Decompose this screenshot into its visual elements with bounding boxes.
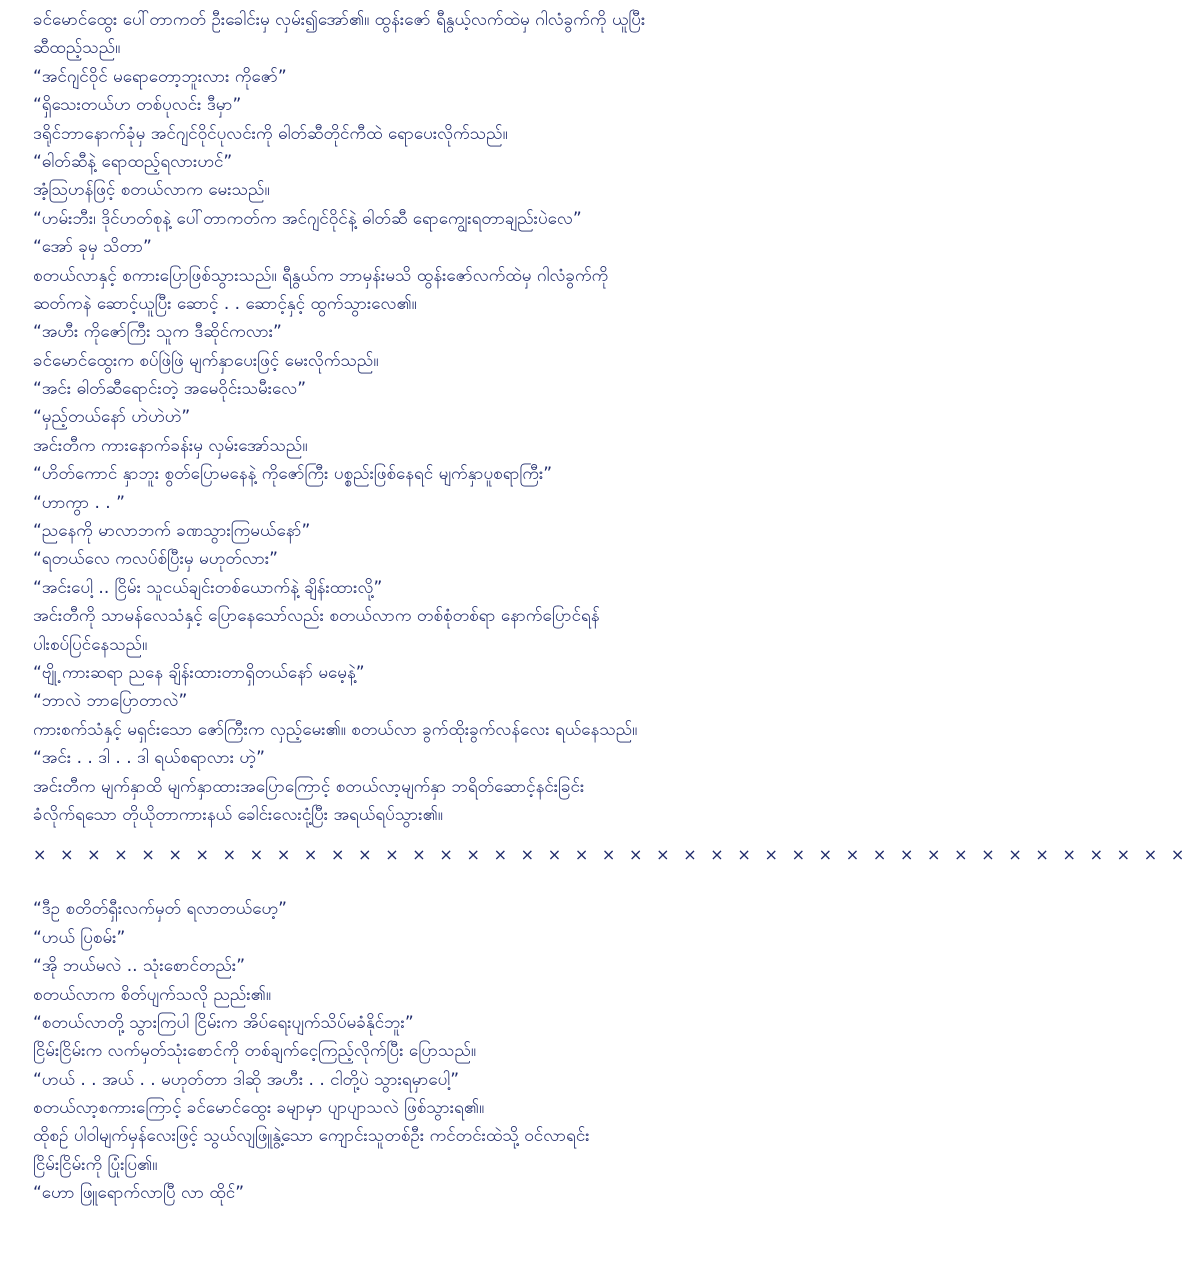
story-section-2	[33, 895, 833, 1207]
section-gap	[33, 829, 833, 840]
text-line: “အင်ဂျင်ဝိုင် မရောတော့ဘူးလား ကိုဇော်”	[33, 66, 287, 87]
text-line: ပါးစပ်ပြင်နေသည်။	[33, 634, 148, 655]
text-line: ခင်မောင်ထွေး ပေါ်တာကတ် ဦးခေါင်းမှ လှမ်း၍အော်၏။ ထွန်းဇော် ရီနွယ့်လက်ထဲမှ ဂါလံခွက်ကို ယူပြီး	[33, 10, 646, 30]
text-line: “ဟိတ်ကောင် နှာဘူး စွတ်ပြောမနေနဲ့ ကိုဇော်ကြီး ပစ္စည်းဖြစ်နေရင် မျက်နှာပူစရာကြီး”	[33, 464, 553, 485]
text-line: ထိုစဉ် ပါဝါမျက်မှန်လေးဖြင့် သွယ်လျဖြူနွဲ့သော ကျောင်းသူတစ်ဦး ကင်တင်းထဲသို့ ဝင်လာရင်း	[33, 1126, 590, 1147]
text-line: “ဟော ဖြူရောက်လာပြီ လာ ထိုင်”	[33, 1183, 245, 1204]
text-line: “အင်း ဓါတ်ဆီရောင်းတဲ့ အမေဝိုင်းသမီးလေ”	[33, 379, 307, 400]
text-line: ငြိမ်းငြိမ်းကို ပြုံးပြ၏။	[33, 1154, 158, 1175]
text-line: “မှည့်တယ်နော် ဟဲဟဲဟဲ”	[33, 407, 191, 428]
text-line: “ဘာလဲ ဘာပြောတာလဲ”	[33, 691, 188, 712]
text-line: ဒရိုင်ဘာနောက်ခုံမှ အင်ဂျင်ဝိုင်ပုလင်းကို ဓါတ်ဆီတိုင်ကီထဲ ရောပေးလိုက်သည်။	[33, 123, 508, 144]
text-line: ငြိမ်းငြိမ်းက လက်မှတ်သုံးစောင်ကို တစ်ချက်ငေ့ကြည့်လိုက်ပြီး ပြောသည်။	[33, 1041, 477, 1062]
text-line: “ဒီဥ စတိတ်ရှီးလက်မှတ် ရလာတယ်ဟေ့”	[33, 899, 287, 920]
text-line: အံ့ဩဟန်ဖြင့် စတယ်လာက မေးသည်။	[33, 180, 270, 201]
text-line: “ရတယ်လေ ကလပ်စ်ပြီးမှ မဟုတ်လား”	[33, 549, 278, 570]
section-gap	[33, 870, 833, 895]
text-line: “စတယ်လာတို့ သွားကြပါ ငြိမ်းက အိပ်ရေးပျက်သိပ်မခံနိုင်ဘူး”	[33, 1012, 414, 1033]
text-line: “ဟာကွာ . . ”	[33, 492, 125, 513]
text-line: “ဓါတ်ဆီနဲ့ ရောထည့်ရလားဟင်”	[33, 151, 233, 172]
text-line: “ညနေကို မာလာဘက် ခဏသွားကြမယ်နော်”	[33, 521, 311, 542]
text-line: “ဟယ် . . အယ် . . မဟုတ်တာ ဒါဆို အဟီး . . ငါတို့ပဲ သွားရမှာပေါ့”	[33, 1069, 460, 1090]
text-line: “အော် ခုမှ သိတာ”	[33, 237, 152, 258]
text-line: “ရှိသေးတယ်ဟ တစ်ပုလင်း ဒီမှာ”	[33, 95, 242, 116]
text-line: “ဟမ်းဘီး၊ ဒိုင်ဟတ်စုနဲ့ ပေါ်တာကတ်က အင်ဂျင်ဝိုင်နဲ့ ဓါတ်ဆီ ရောကျွေးရတာချည်းပဲလေ”	[33, 208, 582, 229]
text-line: “အင်း . . ဒါ . . ဒါ ရယ်စရာလား ဟဲ့”	[33, 748, 265, 769]
text-line: ဆတ်ကနဲ ဆောင့်ယူပြီး ဆောင့် . . ဆောင့်နှင့် ထွက်သွားလေ၏။	[33, 293, 417, 314]
text-line: အင်းတီက မျက်နှာထိ မျက်နှာထားအပြောကြောင့် စတယ်လာ့မျက်နှာ ဘရိတ်ဆောင့်နင်းခြင်း	[33, 776, 585, 797]
text-line: အင်းတီက ကားနောက်ခန်းမှ လှမ်းအော်သည်။	[33, 435, 308, 456]
text-line: ခင်မောင်ထွေးက စပ်ဖြဲဖြဲ မျက်နှာပေးဖြင့် မေးလိုက်သည်။	[33, 350, 379, 371]
text-line: “အဟီး ကိုဇော်ကြီး သူက ဒီဆိုင်ကလား”	[33, 322, 282, 343]
text-line: စတယ်လာ့စကားကြောင့် ခင်မောင်ထွေး ခမျာမှာ ပျာပျာသလဲ ဖြစ်သွားရ၏။	[33, 1098, 485, 1119]
text-line: “ဗျို့ ကားဆရာ ညနေ ချိန်းထားတာရှိတယ်နော် မမေ့နဲ့”	[33, 662, 365, 683]
text-line: “အို ဘယ်မလဲ .. သုံးစောင်တည်း”	[33, 956, 246, 977]
story-page	[33, 6, 1189, 1208]
text-line: ကားစက်သံနှင့် မရှင်းသော ဇော်ကြီးက လှည့်မေး၏။ စတယ်လာ ခွက်ထိုးခွက်လန်လေး ရယ်နေသည်။	[33, 719, 638, 740]
text-line: စတယ်လာက စိတ်ပျက်သလို ညည်း၏။	[33, 984, 271, 1005]
text-line: ခံလိုက်ရသော တိုယိုတာကားနယ် ခေါင်းလေးငုံ့ပြီး အရယ်ရပ်သွား၏။	[33, 804, 443, 825]
scene-separator: × × × × × × × × × × × × × × × × × × × × × × × × × × × × × × × × × × × × × × × × × × ×	[33, 845, 1189, 865]
text-line: စတယ်လာနှင့် စကားပြော‌ဖြစ်သွားသည်။ ရီနွယ်က ဘာမှန်းမသိ ထွန်းဇော်လက်ထဲမှ ဂါလံခွက်ကို	[33, 265, 609, 286]
text-line: “ဟယ် ပြစမ်း”	[33, 927, 126, 948]
story-section-1	[33, 6, 833, 829]
text-line: အင်းတီကို သာမန်လေသံနှင့် ပြောနေသော်လည်း စတယ်လာက တစ်စုံတစ်ရာ နောက်ပြောင်ရန်	[33, 606, 600, 627]
text-line: ဆီထည့်သည်။	[33, 38, 121, 59]
text-line: “အင်းပေါ့ .. ငြိမ်း သူငယ်ချင်းတစ်ယောက်နဲ့ ချိန်းထားလို့”	[33, 577, 383, 598]
